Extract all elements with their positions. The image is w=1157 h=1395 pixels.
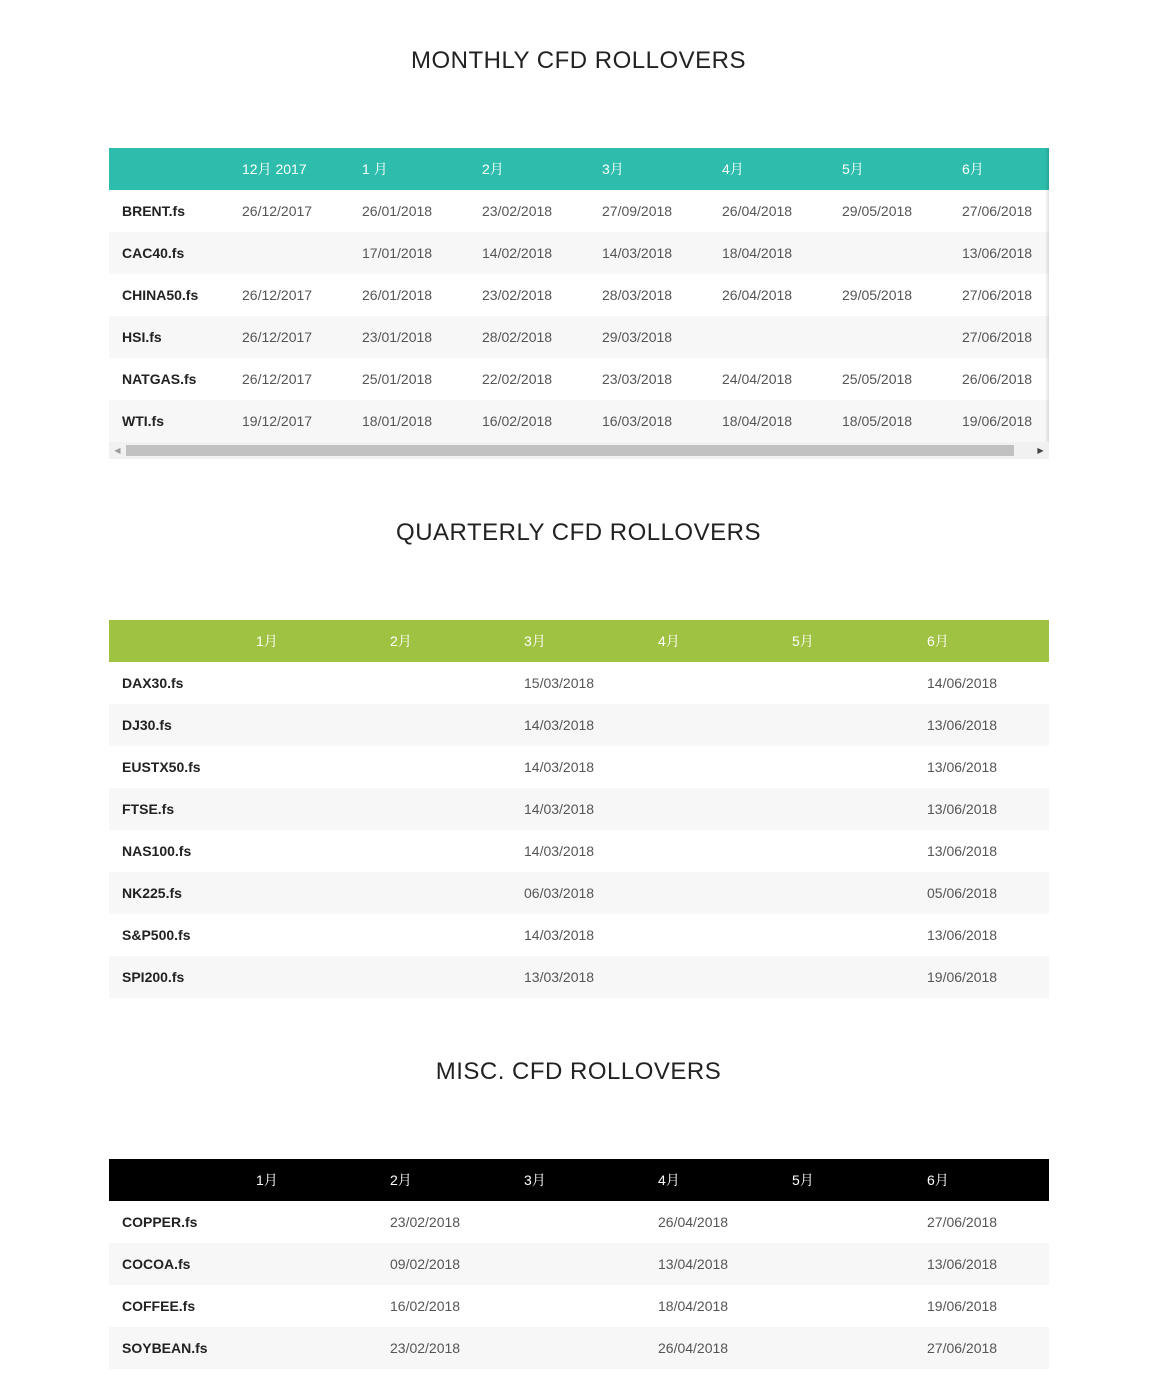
rollover-date: 17/01/2018 [349,232,469,274]
rollover-date [243,1243,377,1285]
rollover-date: 06/03/2018 [511,872,645,914]
rollover-date [243,914,377,956]
monthly-header-month: 5月 [842,161,864,177]
quarterly-header-instrument [109,620,243,662]
misc-header-month: 1月 [256,1172,278,1188]
table-row [109,1327,1049,1369]
instrument-name: S&P500.fs [122,927,191,943]
rollover-date: 25/05/2018 [842,371,913,387]
monthly-table-body [109,190,1049,442]
rollover-date [645,704,779,746]
rollover-date [377,746,511,788]
rollover-date [645,746,779,788]
table-row [109,1201,1049,1243]
rollover-date: 19/06/2018 [949,400,1049,442]
misc-table-container [109,1159,1049,1369]
rollover-date: 14/06/2018 [927,675,998,691]
rollover-date [229,232,349,274]
rollover-date: 23/01/2018 [349,316,469,358]
rollover-date [243,662,377,704]
rollover-date: 28/02/2018 [469,316,589,358]
rollover-date [709,316,829,358]
rollover-date [779,788,914,830]
rollover-date: 27/06/2018 [962,203,1033,219]
table-row [109,1243,1049,1285]
monthly-header-month: 2月 [482,161,504,177]
rollover-date [779,704,914,746]
quarterly-header-month: 2月 [390,633,412,649]
monthly-header-month: 4月 [722,161,744,177]
rollover-date: 29/05/2018 [842,203,913,219]
rollover-date [779,1285,914,1327]
rollover-date: 19/06/2018 [914,956,1049,998]
table-row [109,662,1049,704]
table-row [109,358,1049,400]
rollover-date [779,1201,914,1243]
rollover-date: 13/04/2018 [645,1243,779,1285]
rollover-date: 28/03/2018 [602,287,673,303]
rollover-date: 18/04/2018 [709,400,829,442]
rollover-date: 09/02/2018 [377,1243,511,1285]
rollover-date: 14/02/2018 [469,232,589,274]
quarterly-header-month: 4月 [658,633,680,649]
instrument-name: NATGAS.fs [122,371,197,387]
rollover-date: 13/06/2018 [949,232,1049,274]
rollover-date: 23/03/2018 [602,371,673,387]
rollover-date [243,1327,377,1369]
instrument-name: WTI.fs [109,400,229,442]
monthly-header-row [109,148,1049,190]
misc-header-instrument [109,1159,243,1201]
rollover-date [829,232,949,274]
table-row [109,274,1049,316]
rollover-date [645,830,779,872]
rollover-date: 26/12/2017 [242,287,313,303]
rollover-date: 13/06/2018 [914,1243,1049,1285]
table-row [109,316,1049,358]
instrument-name: SOYBEAN.fs [109,1327,243,1369]
misc-header-row [109,1159,1049,1201]
quarterly-table-container [109,620,1049,998]
instrument-name: SPI200.fs [109,956,243,998]
rollover-date: 23/02/2018 [482,287,553,303]
rollover-date: 26/04/2018 [722,203,793,219]
scroll-right-arrow-icon[interactable]: ▶ [1037,446,1044,455]
rollover-date [779,1327,914,1369]
rollover-date [377,830,511,872]
rollover-date: 23/02/2018 [482,203,553,219]
rollover-date: 16/02/2018 [469,400,589,442]
quarterly-rollover-table [109,620,1049,998]
quarterly-section-title: QUARTERLY CFD ROLLOVERS [396,519,761,546]
table-row [109,914,1049,956]
rollover-date: 26/12/2017 [229,316,349,358]
scroll-edge-shadow [1045,148,1049,442]
table-row [109,830,1049,872]
rollover-date [243,788,377,830]
rollover-date [377,788,511,830]
instrument-name: COPPER.fs [122,1214,198,1230]
rollover-date [779,662,914,704]
rollover-date [243,872,377,914]
monthly-rollover-table [109,148,1049,442]
table-row [109,1285,1049,1327]
monthly-header-month: 3月 [602,161,624,177]
rollover-date [511,1243,645,1285]
misc-header-month: 3月 [524,1172,546,1188]
quarterly-header-row [109,620,1049,662]
rollover-date [829,316,949,358]
rollover-date [645,956,779,998]
table-row [109,190,1049,232]
rollover-date: 26/12/2017 [242,371,313,387]
horizontal-scrollbar[interactable] [109,442,1049,459]
scroll-left-arrow-icon[interactable]: ◀ [114,446,121,455]
table-row [109,232,1049,274]
instrument-name: FTSE.fs [109,788,243,830]
rollover-date: 27/06/2018 [914,1327,1049,1369]
instrument-name: CAC40.fs [109,232,229,274]
rollover-date: 26/01/2018 [362,287,433,303]
rollover-date: 13/06/2018 [927,759,998,775]
rollover-date: 18/01/2018 [349,400,469,442]
monthly-section-title: MONTHLY CFD ROLLOVERS [410,47,746,74]
quarterly-header-month: 1月 [256,633,278,649]
rollover-date: 29/05/2018 [842,287,913,303]
misc-header-month: 4月 [658,1172,680,1188]
rollover-date: 13/06/2018 [914,704,1049,746]
rollover-date [779,1243,914,1285]
monthly-header-instrument [109,148,229,190]
rollover-date [243,1201,377,1243]
rollover-date: 19/06/2018 [927,1298,998,1314]
monthly-header-month: 12月 2017 [242,161,307,177]
rollover-date [511,1285,645,1327]
rollover-date [645,662,779,704]
table-row [109,956,1049,998]
quarterly-header-month: 5月 [792,633,814,649]
rollover-date [645,872,779,914]
misc-table-body [109,1201,1049,1369]
rollover-date: 26/06/2018 [962,371,1033,387]
rollover-date: 26/01/2018 [362,203,433,219]
rollover-date [377,872,511,914]
rollover-date [377,704,511,746]
rollover-date: 15/03/2018 [524,675,595,691]
rollover-date: 14/03/2018 [589,232,709,274]
monthly-header-month: 1 月 [362,161,388,177]
rollover-date: 26/12/2017 [242,203,313,219]
rollover-date: 18/04/2018 [658,1298,729,1314]
misc-header-month: 5月 [792,1172,814,1188]
rollover-date [511,1327,645,1369]
rollover-date [377,662,511,704]
rollover-date: 25/01/2018 [362,371,433,387]
instrument-name: HSI.fs [109,316,229,358]
rollover-date: 27/09/2018 [602,203,673,219]
monthly-table-container[interactable] [109,148,1049,459]
rollover-date: 27/06/2018 [962,287,1033,303]
rollover-date: 13/03/2018 [511,956,645,998]
rollover-date [779,956,914,998]
rollover-date [243,1285,377,1327]
rollover-date: 27/06/2018 [949,316,1049,358]
misc-header-month: 2月 [390,1172,412,1188]
rollover-date [243,704,377,746]
instrument-name: DJ30.fs [109,704,243,746]
table-row [109,872,1049,914]
rollover-date: 16/03/2018 [589,400,709,442]
table-row [109,704,1049,746]
rollover-date: 14/03/2018 [524,843,595,859]
monthly-header-month: 6月 [962,161,984,177]
rollover-date [779,746,914,788]
instrument-name: COFFEE.fs [122,1298,196,1314]
rollover-date [511,1201,645,1243]
rollover-date: 26/04/2018 [722,287,793,303]
rollover-date: 26/04/2018 [645,1327,779,1369]
rollover-date: 14/03/2018 [511,788,645,830]
rollover-date: 27/06/2018 [927,1214,998,1230]
rollover-date: 24/04/2018 [722,371,793,387]
instrument-name: COCOA.fs [109,1243,243,1285]
rollover-date: 18/04/2018 [709,232,829,274]
instrument-name: EUSTX50.fs [122,759,201,775]
rollover-date: 13/06/2018 [927,843,998,859]
quarterly-header-month: 6月 [927,633,949,649]
instrument-name: NAS100.fs [122,843,192,859]
rollover-date: 14/03/2018 [511,704,645,746]
misc-section-title: MISC. CFD ROLLOVERS [435,1058,722,1085]
rollover-date: 22/02/2018 [482,371,553,387]
instrument-name: BRENT.fs [122,203,186,219]
misc-rollover-table [109,1159,1049,1369]
table-row [109,400,1049,442]
rollover-date [377,956,511,998]
rollover-date: 29/03/2018 [589,316,709,358]
rollover-date [243,830,377,872]
rollover-date [377,914,511,956]
rollover-date: 14/03/2018 [524,927,595,943]
scrollbar-thumb[interactable] [126,445,1014,456]
rollover-date: 13/06/2018 [914,788,1049,830]
rollover-date: 18/05/2018 [829,400,949,442]
instrument-name: NK225.fs [109,872,243,914]
instrument-name: CHINA50.fs [122,287,199,303]
table-row [109,746,1049,788]
rollover-date [243,956,377,998]
misc-header-month: 6月 [927,1172,949,1188]
table-row [109,788,1049,830]
rollover-date: 13/06/2018 [927,927,998,943]
quarterly-header-month: 3月 [524,633,546,649]
rollover-date [645,788,779,830]
rollover-date [243,746,377,788]
rollover-date: 14/03/2018 [524,759,595,775]
rollover-date: 23/02/2018 [390,1214,461,1230]
rollover-date [779,872,914,914]
rollover-date: 05/06/2018 [914,872,1049,914]
rollover-date [645,914,779,956]
instrument-name: DAX30.fs [122,675,184,691]
rollover-date: 23/02/2018 [377,1327,511,1369]
rollover-date: 26/04/2018 [658,1214,729,1230]
rollover-date [779,830,914,872]
rollover-date: 16/02/2018 [390,1298,461,1314]
rollover-date: 19/12/2017 [229,400,349,442]
rollover-date [779,914,914,956]
quarterly-table-body [109,662,1049,998]
